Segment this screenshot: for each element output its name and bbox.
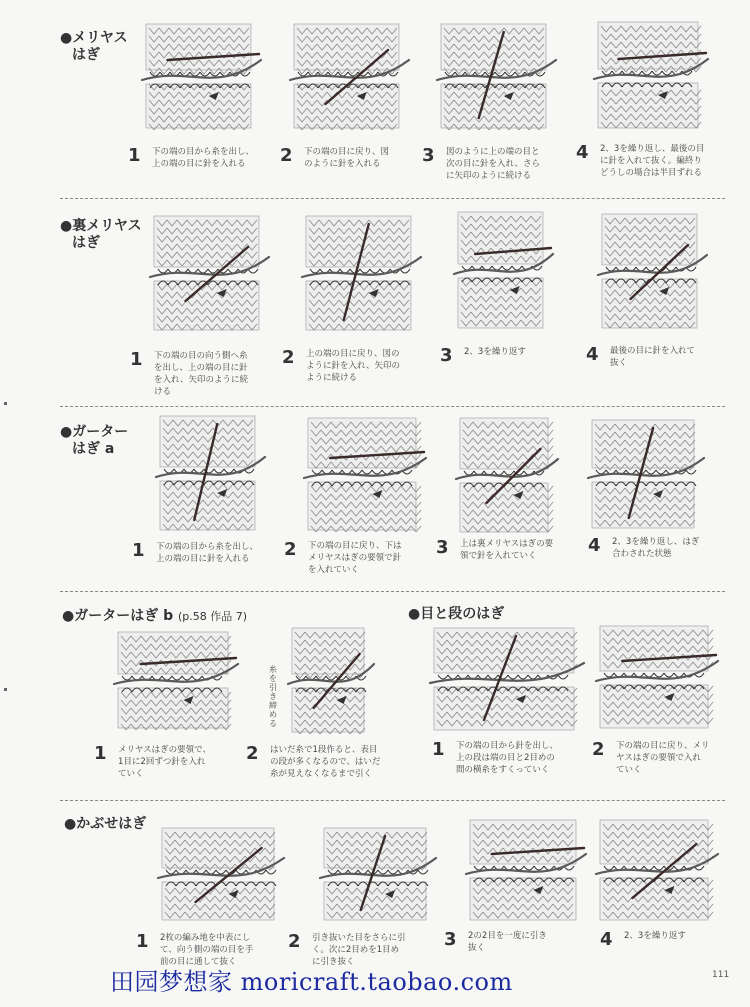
step-garter-a-3: 3 上は裏メリヤスはぎの要 領で針を入れていく — [436, 537, 554, 561]
edge-marker — [4, 402, 7, 405]
diagram-garter-a-4 — [586, 418, 708, 530]
step-reverse-1: 1 下の端の目の向う側へ糸 を出し、上の端の目に針 を入れ、矢印のように続 ける — [130, 349, 249, 397]
step-stockinette-4: 4 2、3を繰り返し、最後の目 に針を入れて抜く。編終り どうしの場合は半目ずれる — [576, 142, 705, 178]
diagram-reverse-3 — [452, 210, 557, 330]
diagram-garter-b-2 — [286, 626, 378, 734]
diagram-stitch-row-2 — [594, 624, 722, 730]
diagram-garter-a-3 — [454, 416, 562, 534]
section-divider — [60, 198, 725, 199]
section-divider — [60, 800, 725, 801]
diagram-three-needle-3 — [464, 818, 590, 922]
section-title-garter-b: ●ガーターはぎ b (p.58 作品 7) — [62, 608, 248, 624]
step-three-needle-1: 1 2枚の編み地を中表にし て、向う側の端の目を手 前の目に通して抜く — [136, 931, 254, 967]
step-stockinette-1: 1 下の端の目から糸を出し、 上の端の目に針を入れる — [128, 145, 255, 169]
step-reverse-4: 4 最後の目に針を入れて 抜く — [586, 344, 696, 368]
step-reverse-3: 3 2、3を繰り返す — [440, 345, 526, 366]
edge-marker — [4, 688, 7, 691]
diagram-garter-a-2 — [302, 416, 430, 532]
diagram-garter-a-1 — [154, 414, 269, 532]
step-garter-a-1: 1 下の端の目から糸を出し、 上の端の目に針を入れる — [132, 540, 259, 564]
diagram-reverse-4 — [596, 212, 711, 330]
step-three-needle-2: 2 引き抜いた目をさらに引 く。次に2目めを1目め に引き抜く — [288, 931, 406, 967]
section-title-stockinette: ●メリヤス はぎ — [60, 30, 128, 63]
side-label-tighten: 糸を引き締める — [269, 665, 277, 728]
diagram-stockinette-3 — [435, 22, 560, 130]
section-title-stitch-row: ●目と段のはぎ — [408, 606, 505, 622]
step-garter-a-4: 4 2、3を繰り返し、はぎ 合わされた状態 — [588, 535, 700, 559]
diagram-stitch-row-1 — [428, 626, 588, 732]
section-title-garter-a: ●ガーター はぎ a — [60, 424, 129, 457]
page-number: 111 — [712, 970, 730, 980]
step-stockinette-2: 2 下の端の目に戻り、図 のように針を入れる — [280, 145, 390, 169]
page-reference: (p.58 作品 7) — [178, 610, 248, 623]
diagram-reverse-2 — [300, 214, 425, 332]
step-stockinette-3: 3 図のように上の端の目と 次の目に針を入れ、さら に矢印のように続ける — [422, 145, 541, 181]
section-title-three-needle: ●かぶせはぎ — [64, 816, 147, 832]
watermark: 田园梦想家 moricraft.taobao.com — [110, 968, 513, 996]
diagram-garter-b-1 — [112, 630, 242, 730]
section-title-reverse-stockinette: ●裏メリヤス はぎ — [60, 218, 142, 251]
diagram-three-needle-2 — [318, 826, 440, 922]
diagram-three-needle-4 — [594, 818, 722, 922]
diagram-stockinette-4 — [592, 20, 712, 130]
diagram-three-needle-1 — [156, 826, 288, 922]
diagram-stockinette-1 — [140, 22, 265, 130]
step-garter-b-1: 1 メリヤスはぎの要領で、 1目に2回ずつ針を入れ ていく — [94, 743, 211, 779]
step-reverse-2: 2 上の端の目に戻り、図の ように針を入れ、矢印の ように続ける — [282, 347, 401, 383]
step-stitch-row-2: 2 下の端の目に戻り、メリ ヤスはぎの要領で入れ ていく — [592, 739, 710, 775]
step-garter-b-2: 2 はいだ糸で1段作ると、表目 の段が多くなるので、はいだ 糸が見えなくなるまで引く — [246, 743, 381, 779]
step-three-needle-3: 3 2の2目を一度に引き 抜く — [444, 929, 547, 953]
diagram-reverse-1 — [148, 214, 273, 332]
step-stitch-row-1: 1 下の端の目から針を出し、 上の段は端の目と2目めの 間の横糸をすくっていく — [432, 739, 559, 775]
section-divider — [60, 406, 725, 407]
section-divider — [60, 591, 725, 592]
step-three-needle-4: 4 2、3を繰り返す — [600, 929, 686, 950]
diagram-stockinette-2 — [288, 22, 413, 130]
step-garter-a-2: 2 下の端の目に戻り、下は メリヤスはぎの要領で針 を入れていく — [284, 539, 402, 575]
